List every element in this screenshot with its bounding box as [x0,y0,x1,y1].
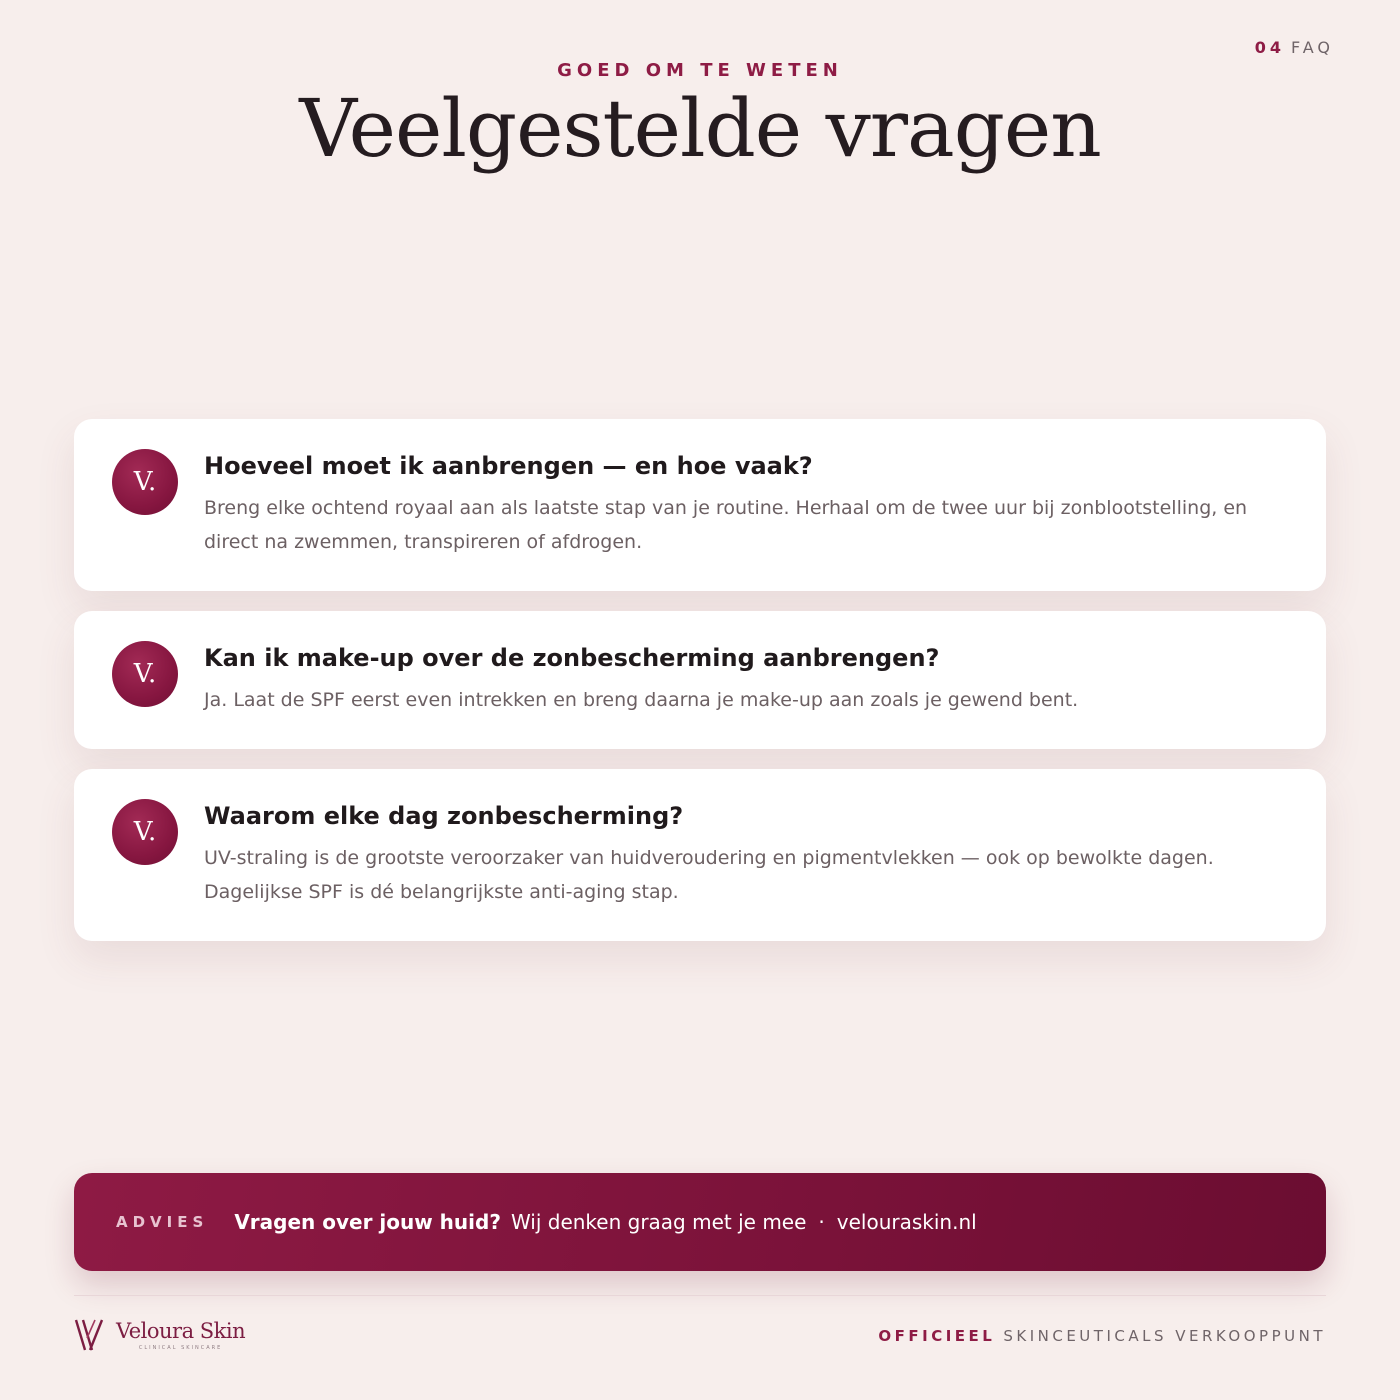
faq-answer: Breng elke ochtend royaal aan als laatste stap van je routine. Herhaal om de twee uur bij zonblootstelling, en direct na zwemmen, transpireren of afdrogen. [204,497,1248,553]
advice-separator: · [818,1210,825,1234]
page-label: FAQ [1291,38,1334,57]
faq-question: Hoeveel moet ik aanbrengen — en hoe vaak? [204,452,813,480]
official-label: OFFICIEEL [878,1327,996,1345]
faq-question: Kan ik make-up over de zonbescherming aanbrengen? [204,644,940,672]
brand-name: Veloura Skin [116,1319,246,1343]
page-index [1255,38,1334,57]
veloura-monogram-icon [74,1318,104,1352]
faq-item[interactable] [74,769,1326,941]
official-retailer-tag [878,1327,1326,1345]
advice-question: Vragen over jouw huid? [234,1210,501,1234]
advice-text: Wij denken graag met je mee [510,1210,807,1234]
retailer-label: SKINCEUTICALS VERKOOPPUNT [1003,1327,1326,1345]
advice-banner[interactable] [74,1173,1326,1271]
advice-label: ADVIES [116,1213,209,1231]
faq-item[interactable] [74,611,1326,749]
faq-item[interactable] [74,419,1326,591]
faq-answer: UV-straling is de grootste veroorzaker van huidveroudering en pigmentvlekken — ook op bewolkte dagen. Dagelijkse SPF is dé belangrijkste anti-aging stap. [204,847,1214,903]
question-badge: V. [112,641,178,707]
question-badge: V. [112,449,178,515]
question-badge: V. [112,799,178,865]
brand-subtitle: CLINICAL SKINCARE [138,1345,223,1351]
eyebrow: GOED OM TE WETEN [557,60,843,81]
website-link[interactable]: velouraskin.nl [836,1210,977,1234]
faq-list [74,419,1326,961]
faq-answer: Ja. Laat de SPF eerst even intrekken en breng daarna je make-up aan zoals je gewend bent. [204,689,1079,711]
footer-divider [74,1295,1326,1296]
page-number: 04 [1254,38,1285,57]
brand-logo[interactable] [74,1318,245,1352]
page-title: Veelgestelde vragen [299,82,1101,175]
faq-question: Waarom elke dag zonbescherming? [204,802,684,830]
